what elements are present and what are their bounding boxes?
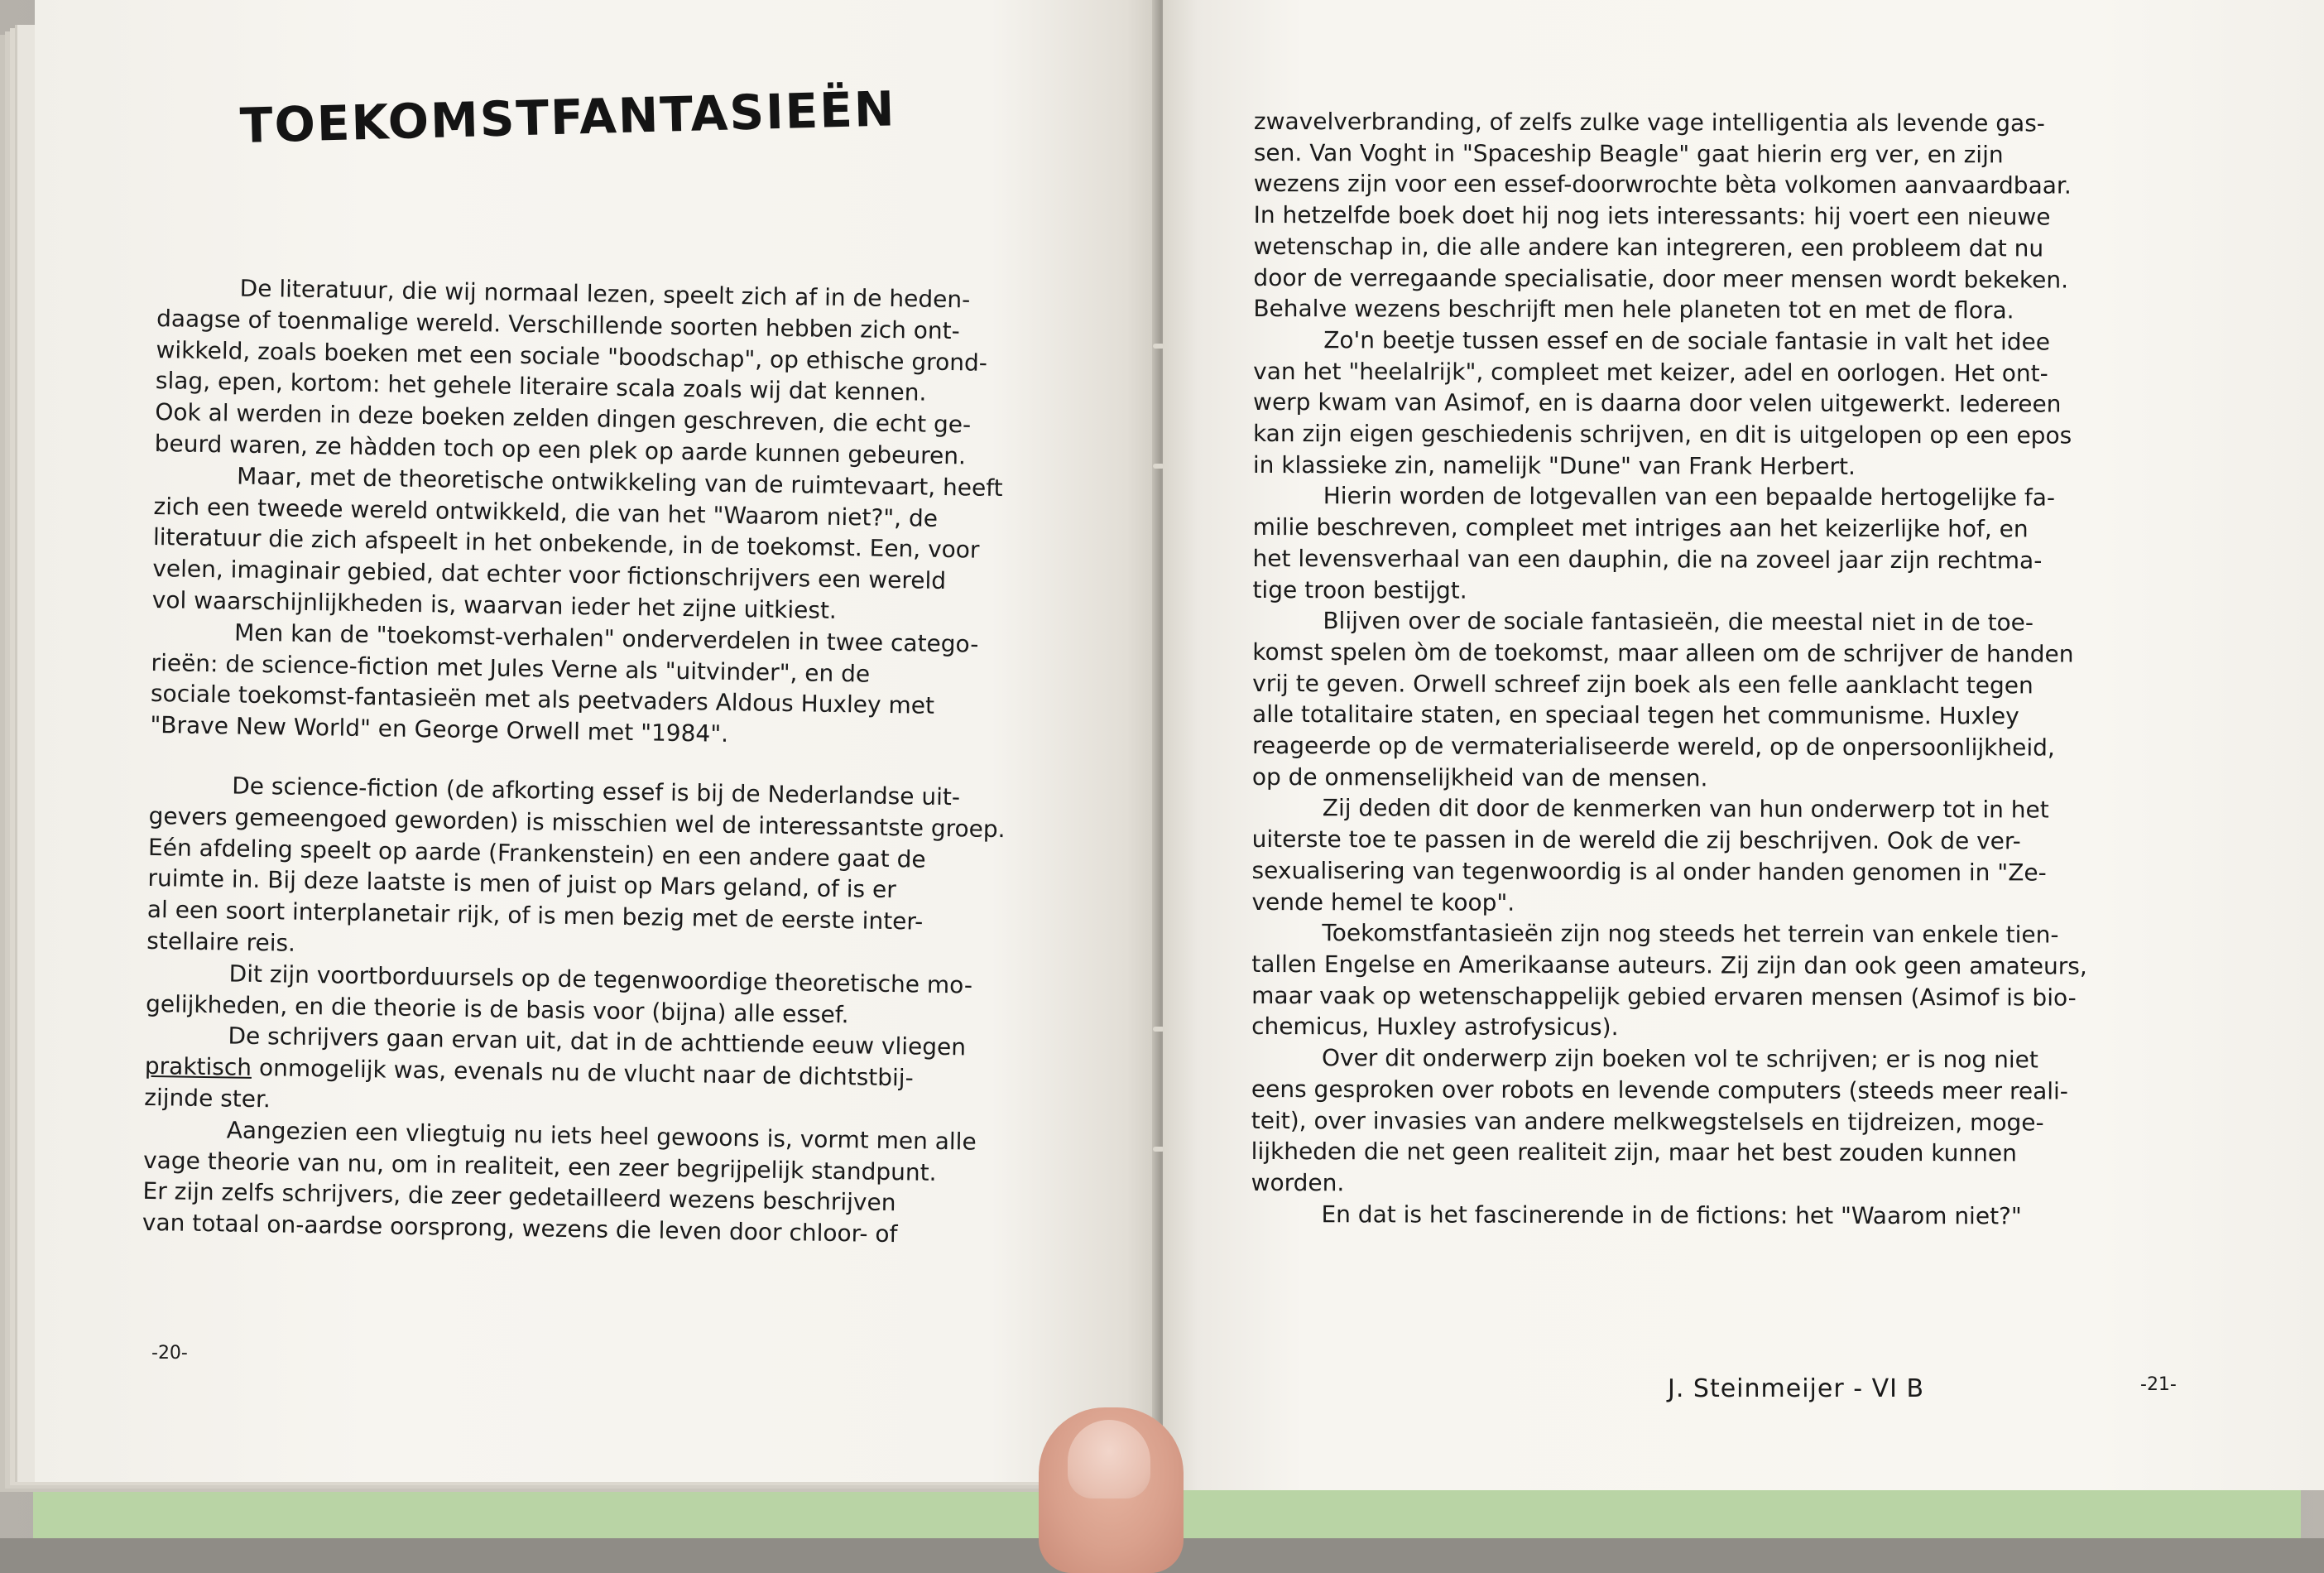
thumbnail: [1068, 1420, 1150, 1498]
text-line: ruimte in. Bij deze laatste is men of juist op Mars geland, of is er: [147, 864, 896, 904]
text-line: beurd waren, ze hàdden toch op een plek op aarde kunnen gebeuren.: [154, 429, 967, 470]
text-line: teit), over invasies van andere melkwegstelsels en tijdreizen, moge-: [1251, 1106, 2044, 1137]
page-title: TOEKOMSTFANTASIEËN: [239, 80, 897, 154]
text-line: Maar, met de theoretische ontwikkeling van de ruimtevaart, heeft: [236, 462, 1003, 502]
text-line: alle totalitaire staten, en speciaal tegen het communisme. Huxley: [1252, 700, 2019, 730]
text-line: milie beschreven, compleet met intriges aan het keizerlijke hof, en: [1252, 513, 2029, 543]
text-line: Eén afdeling speelt op aarde (Frankenstein) en een andere gaat de: [147, 833, 926, 873]
text-line: van het "heelalrijk", compleet met keizer, adel en oorlogen. Het ont-: [1253, 357, 2048, 387]
text-line: De science-fiction (de afkorting essef is bij de Nederlandse uit-: [231, 772, 961, 811]
text-line: lijkheden die net geen realiteit zijn, maar het best zouden kunnen: [1251, 1138, 2017, 1167]
text-line: op de onmenselijkheid van de mensen.: [1251, 762, 1708, 792]
text-line: werp kwam van Asimof, en is daarna door velen uitgewerkt. Iedereen: [1253, 388, 2062, 418]
text-line: gevers gemeengoed geworden) is misschien wel de interessantste groep.: [148, 801, 1006, 843]
text-line: Dit zijn voortborduursels op de tegenwoordige theoretische mo-: [228, 960, 973, 999]
text-line: wezens zijn voor een essef-doorwrochte bèta volkomen aanvaardbaar.: [1253, 170, 2072, 200]
text-line: Toekomstfantasieën zijn nog steeds het terrein van enkele tien-: [1322, 919, 2059, 949]
text-line: Ook al werden in deze boeken zelden dingen geschreven, die echt ge-: [155, 398, 972, 439]
text-line: tallen Engelse en Amerikaanse auteurs. Zij zijn dan ook geen amateurs,: [1251, 950, 2087, 980]
text-line: Over dit onderwerp zijn boeken vol te schrijven; er is nog niet: [1321, 1044, 2038, 1074]
text-line: worden.: [1251, 1168, 1345, 1197]
text-line: vende hemel te koop".: [1251, 888, 1515, 916]
text-line: uiterste toe te passen in de wereld die zij beschrijven. Ook de ver-: [1251, 825, 2021, 855]
text-line: tige troon bestijgt.: [1252, 575, 1467, 604]
text-line: gelijkheden, en die theorie is de basis voor (bijna) alle essef.: [145, 989, 849, 1028]
text-line: Blijven over de sociale fantasieën, die meestal niet in de toe-: [1323, 607, 2034, 637]
text-line: Aangezien een vliegtuig nu iets heel gewoons is, vormt men alle: [226, 1116, 977, 1156]
text-line: Zo'n beetje tussen essef en de sociale fantasie in valt het idee: [1323, 326, 2051, 356]
text-line: komst spelen òm de toekomst, maar alleen om de schrijver de handen: [1252, 637, 2074, 668]
text-line: het levensverhaal van een dauphin, die na zoveel jaar zijn rechtma-: [1252, 544, 2043, 575]
left-page-text: [142, 272, 1117, 1253]
text-line: Er zijn zelfs schrijvers, die zeer gedetailleerd wezens beschrijven: [142, 1177, 896, 1217]
text-line: "Brave New World" en George Orwell met "1984".: [150, 711, 729, 748]
text-line: De schrijvers gaan ervan uit, dat in de achttiende eeuw vliegen: [228, 1022, 967, 1061]
text-line: Zij deden dit door de kenmerken van hun onderwerp tot in het: [1322, 794, 2049, 824]
text-line: van totaal on-aardse oorsprong, wezens die leven door chloor- of: [142, 1208, 898, 1248]
text-line: zijnde ster.: [144, 1083, 271, 1114]
text-line: De literatuur, die wij normaal lezen, speelt zich af in de heden-: [239, 274, 971, 314]
underlined-word: praktisch: [144, 1052, 252, 1082]
text-line: maar vaak op wetenschappelijk gebied ervaren mensen (Asimof is bio-: [1251, 981, 2077, 1012]
text-line: zwavelverbranding, of zelfs zulke vage intelligentia als levende gas-: [1253, 108, 2045, 137]
text-line: vrij te geven. Orwell schreef zijn boek als een felle aanklacht tegen: [1252, 669, 2034, 700]
page-number-left: -20-: [151, 1343, 188, 1364]
text-line: Men kan de "toekomst-verhalen" onderverdelen in twee catego-: [233, 618, 979, 658]
text-line: stellaire reis.: [146, 926, 296, 957]
text-line: al een soort interplanetair rijk, of is men bezig met de eerste inter-: [146, 896, 924, 936]
text-line: En dat is het fascinerende in de fictions: het "Waarom niet?": [1321, 1200, 2022, 1230]
text-line: Hierin worden de lotgevallen van een bepaalde hertogelijke fa-: [1323, 482, 2056, 512]
text-line: kan zijn eigen geschiedenis schrijven, en dit is uitgelopen op een epos: [1252, 420, 2072, 450]
text-line: In hetzelfde boek doet hij nog iets interessants: hij voert een nieuwe: [1253, 201, 2051, 231]
text-line: vol waarschijnlijkheden is, waarvan ieder het zijne uitkiest.: [151, 585, 838, 624]
text-line: zich een tweede wereld ontwikkeld, die van het "Waarom niet?", de: [153, 492, 939, 532]
author-signature: J. Steinmeijer - VI B: [1668, 1374, 1925, 1403]
text-line: reageerde op de vermaterialiseerde wereld, op de onpersoonlijkheid,: [1251, 732, 2055, 762]
text-line: slag, epen, kortom: het gehele literaire scala zoals wij dat kennen.: [155, 367, 927, 407]
text-line: Behalve wezens beschrijft men hele planeten tot en met de flora.: [1253, 295, 2014, 325]
text-line: sexualisering van tegenwoordig is al onder handen genomen in "Ze-: [1251, 856, 2047, 887]
text-line: velen, imaginair gebied, dat echter voor fictionschrijvers een wereld: [152, 555, 947, 595]
text-line: daagse of toenmalige wereld. Verschillende soorten hebben zich ont-: [156, 304, 961, 345]
page-number-right: -21-: [2140, 1374, 2177, 1395]
text-line: vage theorie van nu, om in realiteit, een zeer begrijpelijk standpunt.: [142, 1146, 937, 1186]
text-line: literatuur die zich afspeelt in het onbekende, in de toekomst. Een, voor: [152, 523, 980, 565]
text-fragment: onmogelijk was, evenals nu de vlucht naar de dichtstbij-: [251, 1054, 914, 1092]
text-line: in klassieke zin, namelijk "Dune" van Frank Herbert.: [1252, 450, 1856, 480]
text-line: eens gesproken over robots en levende computers (steeds meer reali-: [1251, 1075, 2068, 1105]
text-line: sociale toekomst-fantasieën met als peetvaders Aldous Huxley met: [150, 680, 935, 720]
text-line: sen. Van Voght in "Spaceship Beagle" gaat hierin erg ver, en zijn: [1253, 138, 2004, 169]
text-line: chemicus, Huxley astrofysicus).: [1251, 1013, 1619, 1041]
text-line: door de verregaande specialisatie, door meer mensen wordt bekeken.: [1253, 263, 2069, 294]
text-line: wetenschap in, die alle andere kan integreren, een probleem dat nu: [1253, 232, 2044, 262]
text-line: rieën: de science-fiction met Jules Verne als "uitvinder", en de: [151, 648, 871, 688]
right-page-text: [1251, 106, 2206, 1232]
text-line: wikkeld, zoals boeken met een sociale "boodschap", op ethische grond-: [156, 335, 988, 377]
